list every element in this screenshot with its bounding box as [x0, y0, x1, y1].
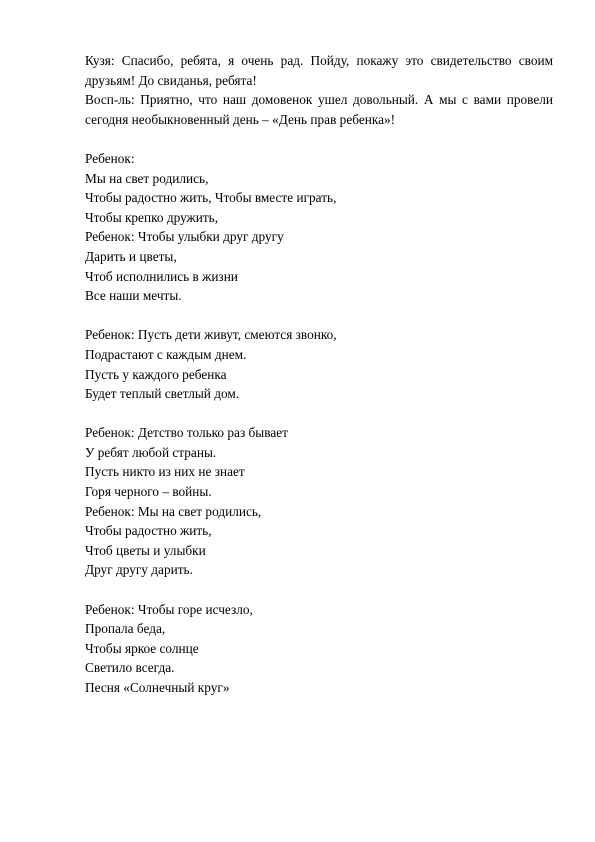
- stanza-4: [85, 600, 553, 698]
- document-body: [85, 51, 553, 698]
- verse-line: Все наши мечты.: [85, 288, 182, 304]
- verse-line: Пусть никто из них не знает: [85, 464, 245, 480]
- verse-line: Ребенок: Чтобы улыбки друг другу: [85, 229, 284, 245]
- stanza-3: [85, 423, 553, 580]
- kuzya-paragraph: [85, 51, 553, 90]
- stanza-2: [85, 325, 553, 403]
- verse-line: Ребенок:: [85, 150, 135, 166]
- kuzya-line-2: друзьям! До свиданья, ребята!: [85, 72, 257, 88]
- stanza-gap: [85, 404, 553, 424]
- song-title-line: Песня «Солнечный круг»: [85, 680, 230, 695]
- verse-line: Ребенок: Чтобы горе исчезло,: [85, 601, 253, 617]
- verse-line: Горя черного – войны.: [85, 484, 212, 500]
- stanza-gap: [85, 129, 553, 149]
- educator-paragraph: [85, 90, 553, 129]
- verse-line: Пусть у каждого ребенка: [85, 366, 227, 382]
- verse-line: Подрастают с каждым днем.: [85, 346, 247, 362]
- verse-line: Ребенок: Детство только раз бывает: [85, 425, 288, 441]
- verse-line: Ребенок: Пусть дети живут, смеются звонко,: [85, 327, 337, 343]
- verse-line: Чтобы радостно жить, Чтобы вместе играть,: [85, 190, 337, 206]
- verse-line: Пропала беда,: [85, 621, 166, 637]
- verse-line: Чтоб исполнились в жизни: [85, 268, 238, 284]
- kuzya-line-1: Кузя: Спасибо, ребята, я очень рад. Пойду, покажу это свидетельство своим: [85, 53, 553, 68]
- verse-line: Чтобы крепко дружить,: [85, 209, 219, 225]
- educator-line-2: сегодня необыкновенный день – «День прав ребенка»!: [85, 111, 396, 127]
- verse-line: Мы на свет родились,: [85, 170, 209, 186]
- verse-line: Чтобы яркое солнце: [85, 640, 199, 656]
- verse-line: У ребят любой страны.: [85, 444, 217, 460]
- stanza-gap: [85, 306, 553, 326]
- verse-line: Друг другу дарить.: [85, 562, 193, 578]
- stanza-gap: [85, 580, 553, 600]
- educator-line-1: Восп-ль: Приятно, что наш домовенок ушел довольный. А мы с вами провели: [85, 92, 553, 108]
- verse-line: Будет теплый светлый дом.: [85, 386, 240, 402]
- verse-line: Ребенок: Мы на свет родились,: [85, 503, 262, 519]
- stanza-1: [85, 149, 553, 306]
- verse-line: Светило всегда.: [85, 660, 175, 676]
- verse-line: Дарить и цветы,: [85, 248, 177, 264]
- verse-line: Чтоб цветы и улыбки: [85, 542, 206, 558]
- verse-line: Чтобы радостно жить,: [85, 523, 212, 539]
